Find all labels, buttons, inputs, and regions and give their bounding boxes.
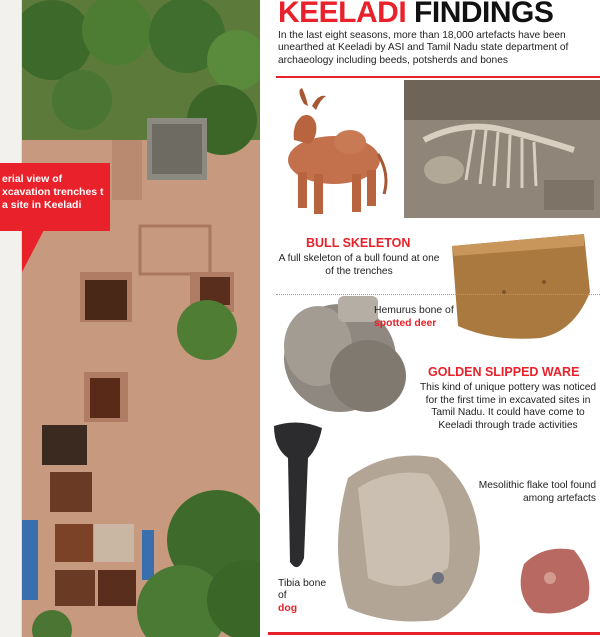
aerial-illustration bbox=[22, 0, 260, 637]
bull-skeleton-description: A full skeleton of a bull found at one of the trenches bbox=[278, 253, 440, 277]
golden-slipped-ware-heading: GOLDEN SLIPPED WARE bbox=[428, 365, 580, 379]
golden-slipped-ware-description: This kind of unique pottery was noticed for the first time in excavated sites in Tamil Nadu. It could have come to Keeladi through trade activities bbox=[419, 382, 597, 431]
deer-bone-caption bbox=[374, 305, 454, 330]
title-keeladi: KEELADI bbox=[278, 0, 407, 29]
page-title bbox=[278, 0, 553, 30]
findings-panel bbox=[268, 0, 600, 637]
tibia-text: Tibia bone of bbox=[278, 578, 327, 602]
header-divider bbox=[276, 76, 600, 78]
aerial-caption-text: erial view of xcavation trenches t a site in Keeladi bbox=[2, 173, 104, 211]
aerial-photo bbox=[22, 0, 260, 637]
bull-statue-image bbox=[272, 84, 394, 224]
flake-tool-description: Mesolithic flake tool found among artefacts bbox=[478, 480, 596, 504]
tibia-caption bbox=[278, 578, 334, 615]
bull-skeleton-photo bbox=[404, 80, 600, 218]
bull-skeleton-heading: BULL SKELETON bbox=[306, 236, 411, 250]
tibia-highlight: dog bbox=[278, 602, 298, 614]
golden-slipped-ware-image bbox=[444, 232, 592, 342]
tibia-bone-image bbox=[268, 418, 328, 578]
deer-highlight: spotted deer bbox=[374, 317, 437, 329]
red-flake-stone-image bbox=[514, 544, 594, 618]
aerial-view-caption bbox=[0, 163, 110, 231]
footer-divider bbox=[268, 632, 600, 635]
intro-paragraph: In the last eight seasons, more than 18,000 artefacts have been unearthed at Keeladi by ASI and Tamil Nadu state department of archaeology including beeds, potsherds and bones bbox=[278, 30, 569, 66]
left-margin-strip bbox=[0, 0, 22, 637]
deer-bone-text: Hemurus bone of bbox=[374, 305, 454, 316]
caption-pointer bbox=[22, 230, 44, 272]
title-findings: FINDINGS bbox=[414, 0, 554, 29]
flake-tool-image bbox=[328, 448, 488, 626]
